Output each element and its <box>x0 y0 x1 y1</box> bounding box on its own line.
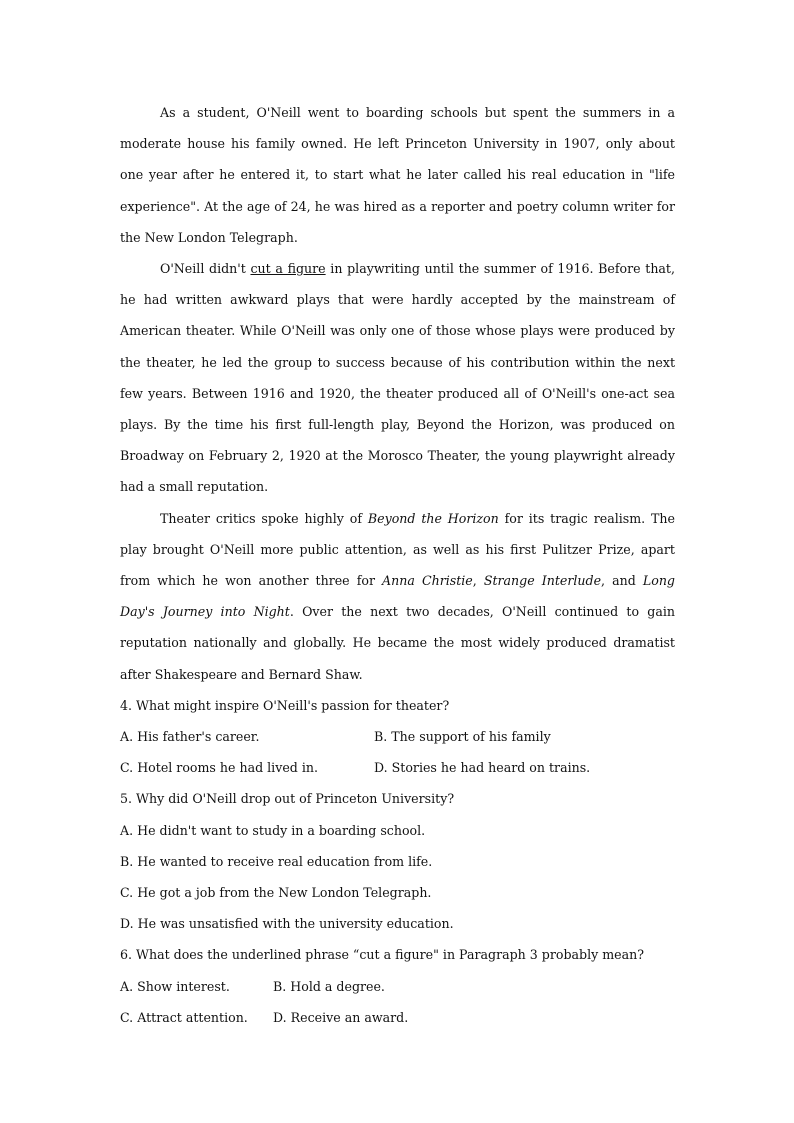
play-title-beyond-the-horizon: Beyond the Horizon <box>367 510 499 526</box>
underlined-phrase: cut a figure <box>250 261 326 277</box>
question-4-option-a[interactable]: A. His father's career. <box>120 729 260 745</box>
question-4-option-c[interactable]: C. Hotel rooms he had lived in. <box>120 760 318 776</box>
question-4-option-d[interactable]: D. Stories he had heard on trains. <box>374 760 591 776</box>
question-6-option-c[interactable]: C. Attract attention. <box>120 1009 248 1025</box>
paragraph-2 <box>120 253 675 503</box>
question-5-stem: 5. Why did O'Neill drop out of Princeton University? <box>120 791 455 807</box>
question-4-option-b[interactable]: B. The support of his family <box>374 729 551 745</box>
paragraph-3-text-1: Theater critics spoke highly of <box>160 510 368 526</box>
question-4-options-row-2 <box>120 752 675 783</box>
question-4-options-row-1 <box>120 721 675 752</box>
paragraph-3-text-5: . Over the next two decades, O'Neill continued to gain reputation nationally and globally. He became the most widely produced dramatist after Shakespeare and Bernard Shaw. <box>120 604 675 682</box>
question-6-option-d[interactable]: D. Receive an award. <box>273 1009 409 1025</box>
page-content <box>120 97 675 1033</box>
paragraph-3-text-4: , and <box>601 573 643 589</box>
question-6-stem: 6. What does the underlined phrase “cut a figure" in Paragraph 3 probably mean? <box>120 947 644 963</box>
question-6-option-b[interactable]: B. Hold a degree. <box>273 978 385 994</box>
paragraph-3-text-3: , <box>472 573 484 589</box>
play-title-anna-christie: Anna Christie <box>382 573 473 589</box>
question-5-option-a[interactable]: A. He didn't want to study in a boarding school. <box>120 822 426 838</box>
paragraph-1: As a student, O'Neill went to boarding schools but spent the summers in a moderate house his family owned. He left Princeton University in 1907, only about one year after he entered it, to start what he later called his real education in "life experience". At the age of 24, he was hired as a reporter and poetry column writer for the New London Telegraph. <box>120 105 675 245</box>
play-title-strange-interlude: Strange Interlude <box>483 573 602 589</box>
play-title-long-days-journey: Long Day's Journey into Night <box>120 573 675 620</box>
paragraph-2-text-b: in playwriting until the summer of 1916. Before that, he had written awkward plays that were hardly accepted by the mainstream of American theater. While O'Neill was only one of those whose plays were produced by the theater, he led the group to success because of his contribution within the next few years. Between 1916 and 1920, the theater produced all of O'Neill's one-act sea plays. By the time his first full-length play, Beyond the Horizon, was produced on Broadway on February 2, 1920 at the Morosco Theater, the young playwright already had a small reputation. <box>120 261 675 495</box>
question-5-option-b[interactable]: B. He wanted to receive real education from life. <box>120 853 433 869</box>
question-4-stem: 4. What might inspire O'Neill's passion for theater? <box>120 697 450 713</box>
paragraph-3-text-2: for its tragic realism. The play brought O'Neill more public attention, as well as his first Pulitzer Prize, apart from which he won another three for <box>120 510 675 589</box>
question-5-option-c[interactable]: C. He got a job from the New London Telegraph. <box>120 884 432 900</box>
question-6-option-a[interactable]: A. Show interest. <box>120 978 230 994</box>
paragraph-2-text-a: O'Neill didn't <box>160 261 251 277</box>
question-5-option-d[interactable]: D. He was unsatisfied with the university education. <box>120 916 454 932</box>
paragraph-3 <box>120 503 675 690</box>
question-6-options-row-1 <box>120 971 675 1002</box>
question-6-options-row-2 <box>120 1002 675 1033</box>
